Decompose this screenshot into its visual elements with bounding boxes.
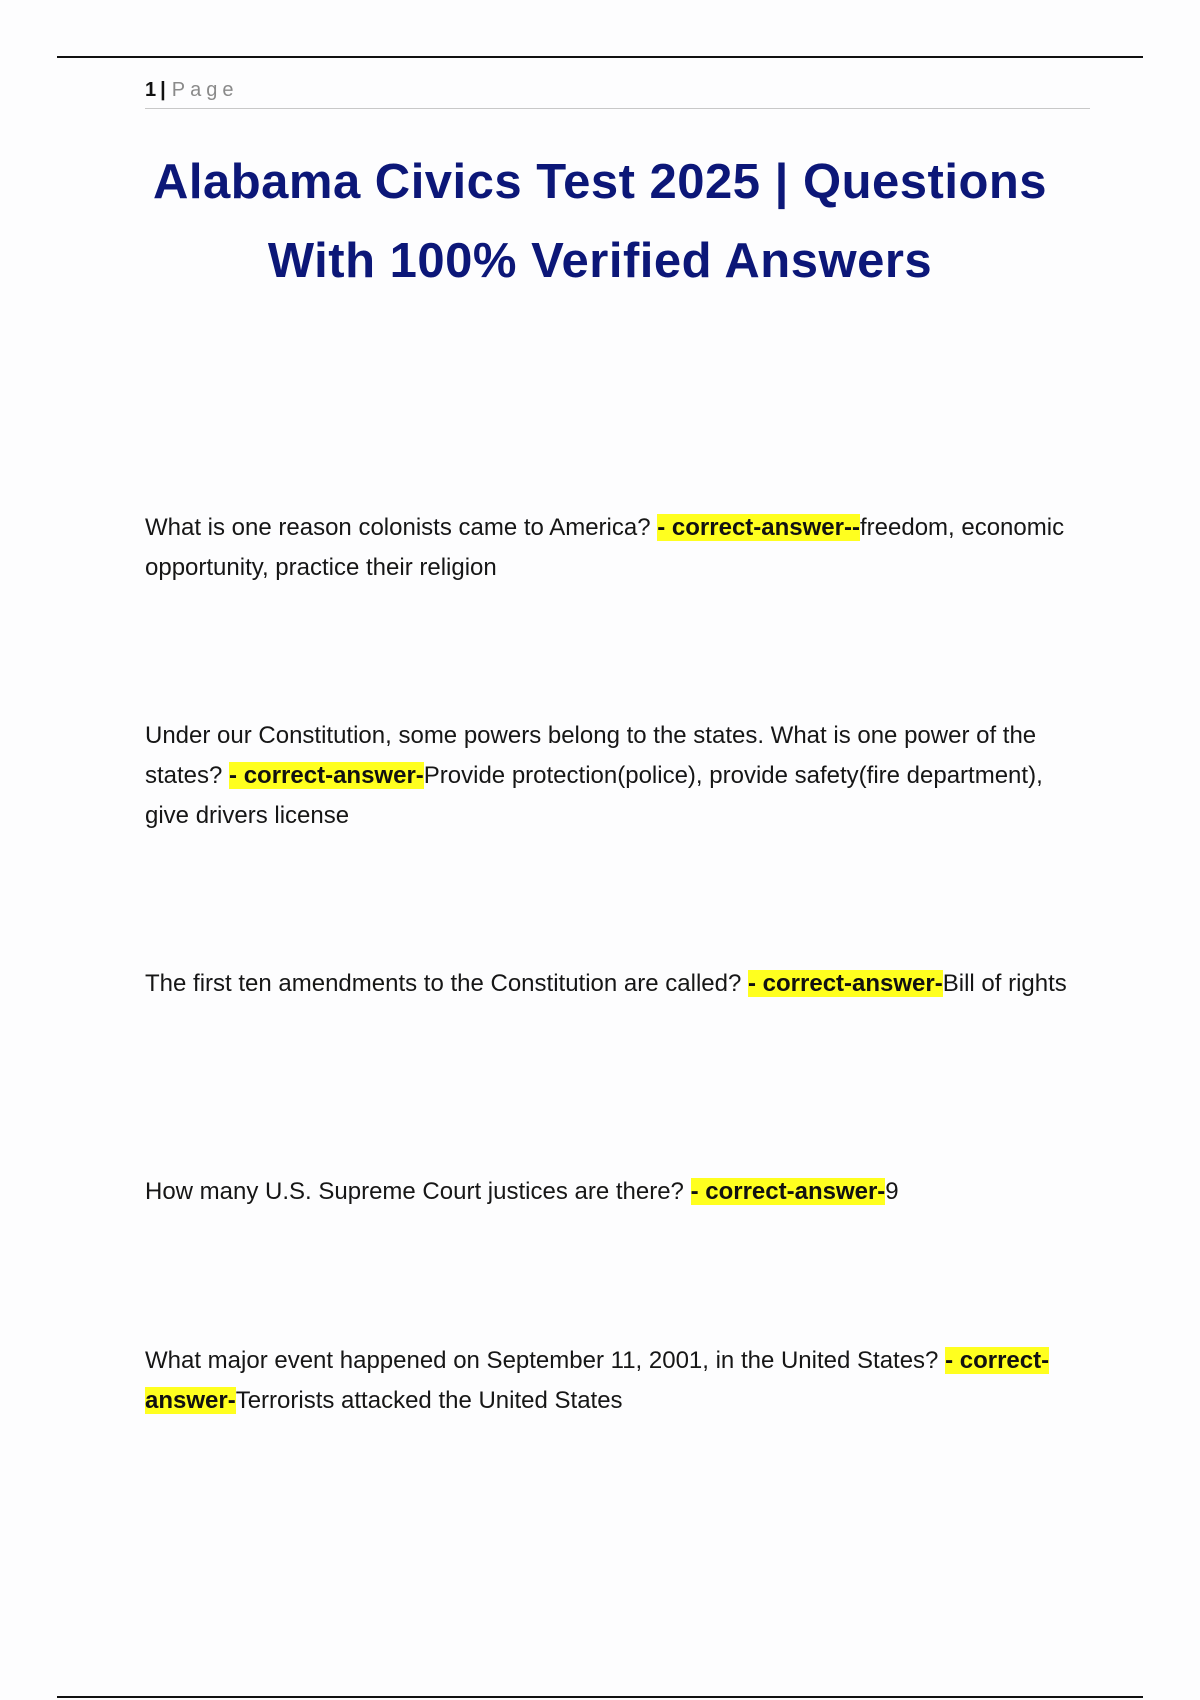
page-header bbox=[145, 76, 1090, 109]
page-separator: | bbox=[160, 79, 166, 101]
page-label: Page bbox=[171, 79, 239, 101]
answer-tag: - correct-answer- bbox=[145, 1347, 1050, 1414]
question-item bbox=[145, 1341, 1080, 1421]
answer-tag: - correct-answer- bbox=[748, 970, 943, 997]
answer-text: freedom, economic opportunity, practice their religion bbox=[145, 514, 1065, 581]
document-title: Alabama Civics Test 2025 | Questions With 100% Verified Answers bbox=[152, 155, 1048, 288]
answer-tag: - correct-answer- bbox=[229, 762, 424, 789]
question-text: The first ten amendments to the Constitution are called? bbox=[145, 970, 748, 997]
question-item bbox=[145, 716, 1080, 836]
answer-text: Terrorists attacked the United States bbox=[235, 1387, 623, 1414]
answer-text: 9 bbox=[885, 1178, 899, 1205]
question-text: What is one reason colonists came to America? bbox=[145, 514, 658, 541]
answer-tag: - correct-answer-- bbox=[657, 514, 860, 541]
question-text: How many U.S. Supreme Court justices are there? bbox=[145, 1178, 691, 1205]
answer-text: Bill of rights bbox=[942, 970, 1067, 997]
page-number: 1 bbox=[145, 79, 157, 101]
answer-text: Provide protection(police), provide safety(fire department), give drivers license bbox=[145, 762, 1043, 829]
question-item bbox=[145, 1172, 1080, 1212]
question-text: Under our Constitution, some powers belong to the states. What is one power of the states? bbox=[145, 722, 1037, 789]
answer-tag: - correct-answer- bbox=[690, 1178, 886, 1205]
bottom-rule bbox=[57, 1696, 1143, 1698]
question-item bbox=[145, 508, 1080, 588]
question-item bbox=[145, 964, 1080, 1004]
top-rule bbox=[57, 56, 1143, 58]
question-text: What major event happened on September 11, 2001, in the United States? bbox=[145, 1347, 946, 1374]
